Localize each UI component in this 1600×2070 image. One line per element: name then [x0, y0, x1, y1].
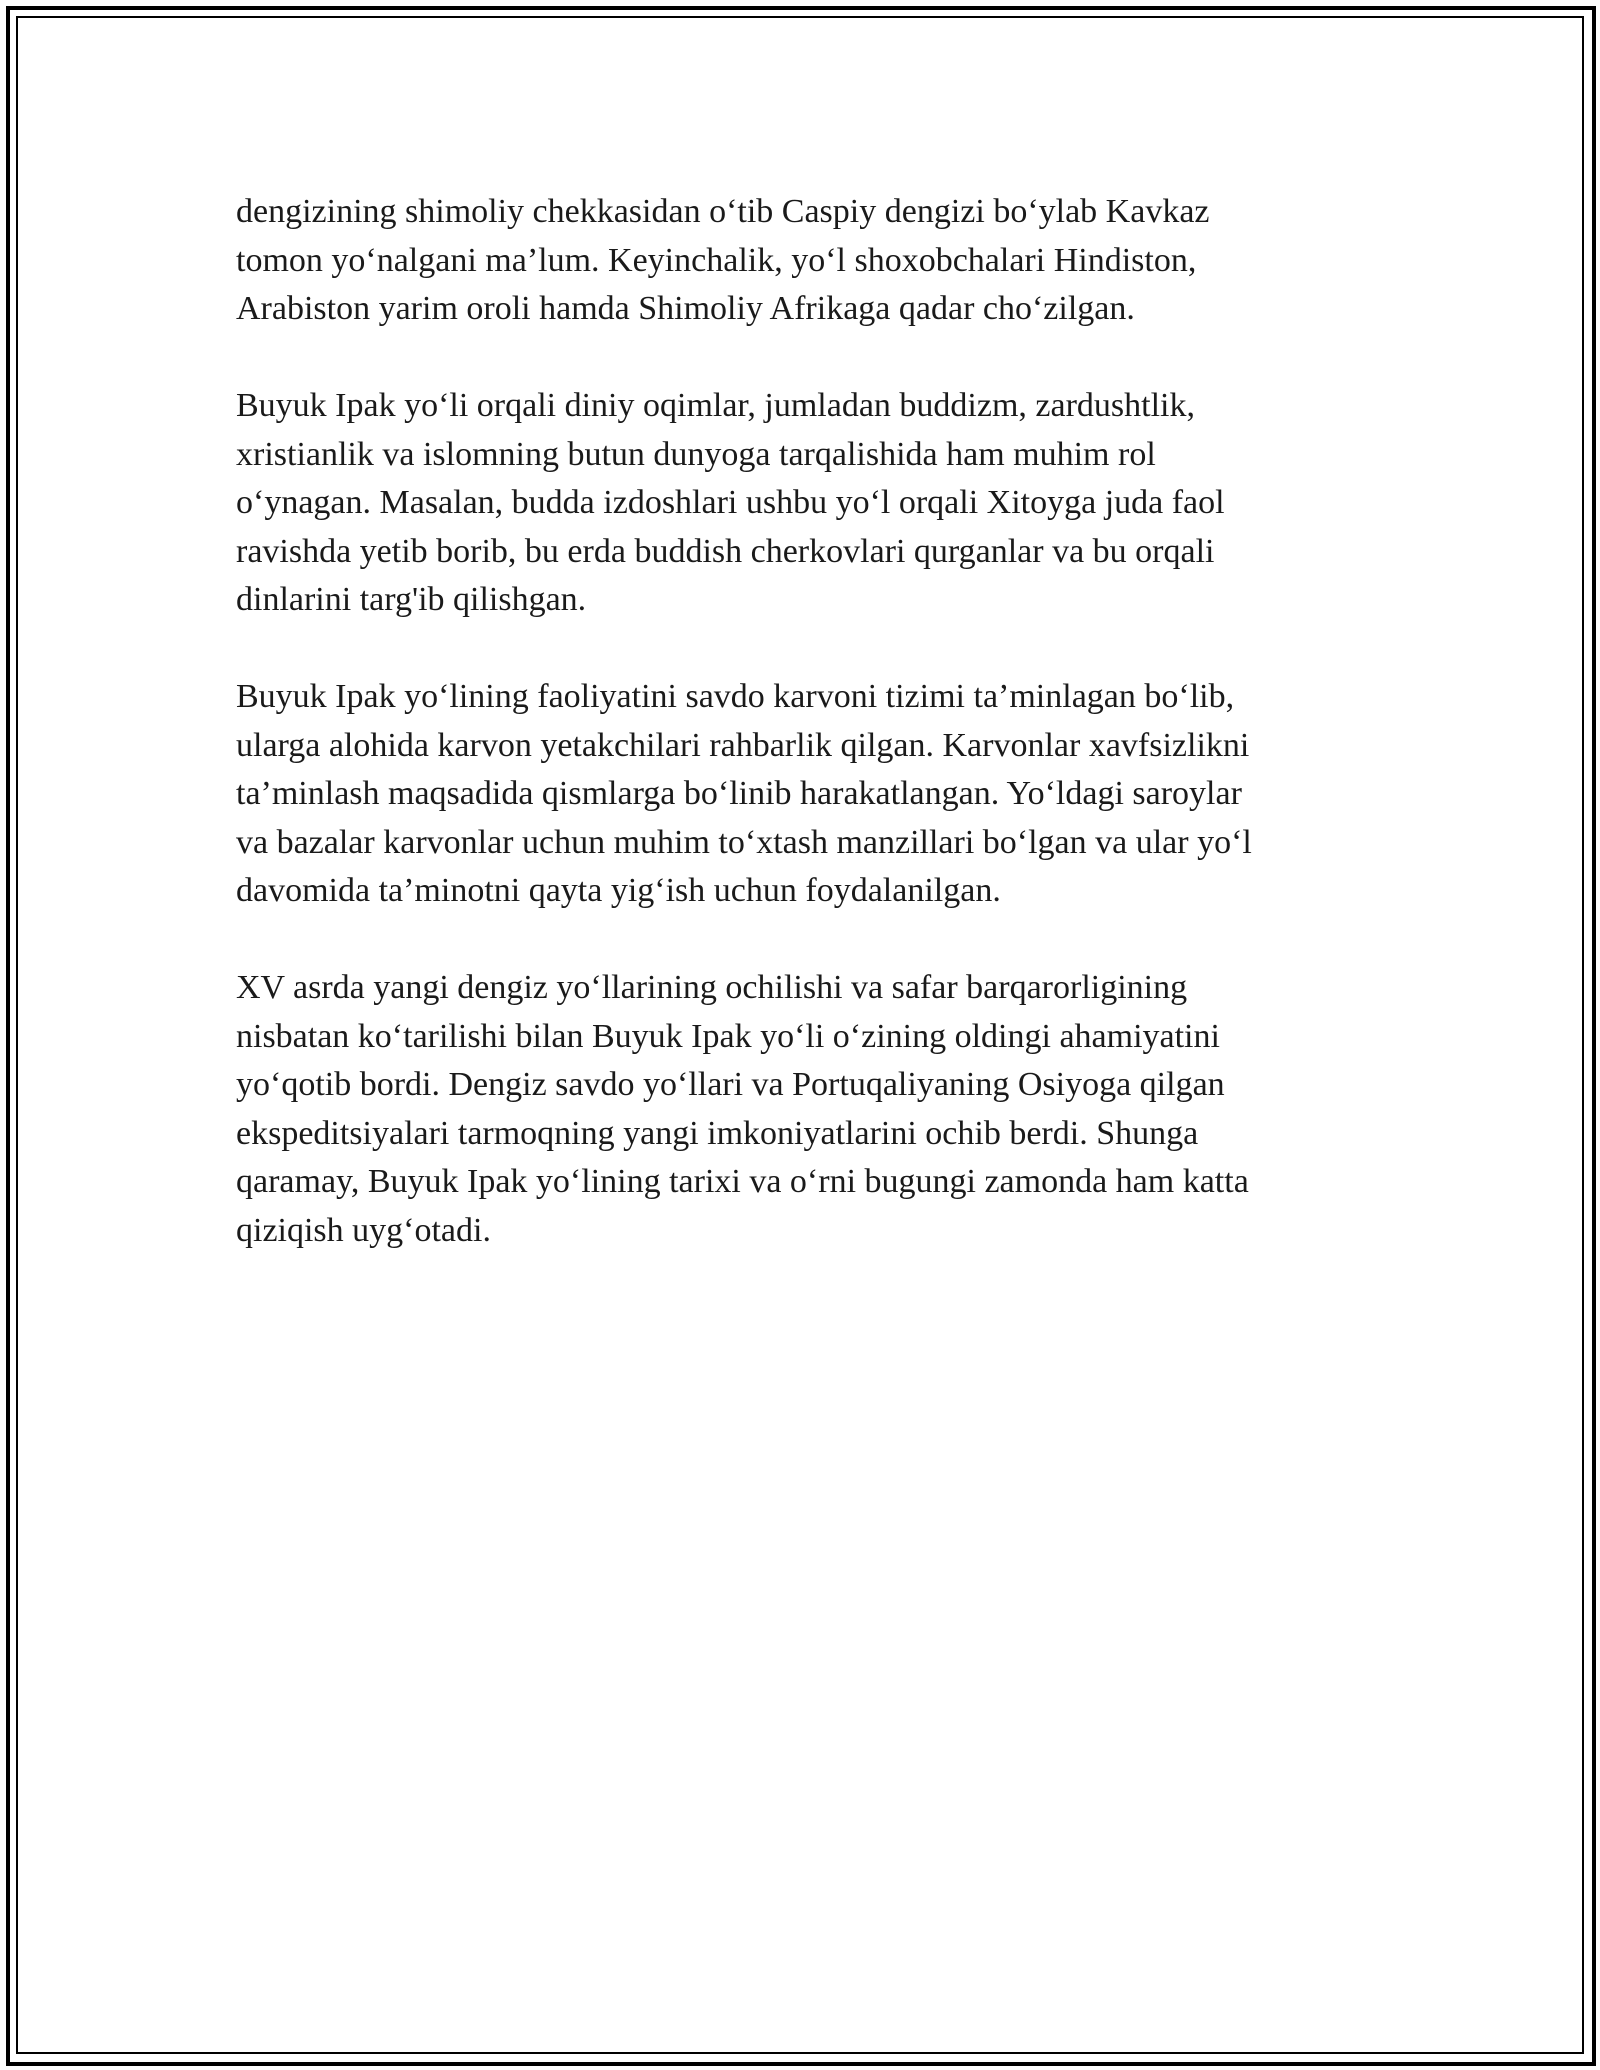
- text-line: ta’minlash maqsadida qismlarga bo‘linib harakatlangan. Yo‘ldagi saroylar: [236, 775, 1242, 812]
- text-line: o‘ynagan. Masalan, budda izdoshlari ushbu yo‘l orqali Xitoyga juda faol: [236, 484, 1225, 521]
- text-line: ravishda yetib borib, bu erda buddish cherkovlari qurganlar va bu orqali: [236, 532, 1215, 570]
- text-line: xristianlik va islomning butun dunyoga tarqalishida ham muhim rol: [236, 435, 1156, 473]
- document-body: [236, 188, 1366, 1304]
- text-line: davomida ta’minotni qayta yig‘ish uchun foydalanilgan.: [236, 872, 1001, 909]
- text-line: va bazalar karvonlar uchun muhim to‘xtash manzillari bo‘lgan va ular yo‘l: [236, 823, 1252, 861]
- text-line: qiziqish uyg‘otadi.: [236, 1211, 491, 1249]
- text-line: dengizining shimoliy chekkasidan o‘tib Caspiy dengizi bo‘ylab Kavkaz: [236, 193, 1210, 230]
- text-line: tomon yo‘nalgani ma’lum. Keyinchalik, yo‘l shoxobchalari Hindiston,: [236, 241, 1197, 279]
- text-line: ularga alohida karvon yetakchilari rahbarlik qilgan. Karvonlar xavfsizlikni: [236, 726, 1250, 764]
- text-line: qaramay, Buyuk Ipak yo‘lining tarixi va o‘rni bugungi zamonda ham katta: [236, 1163, 1249, 1200]
- text-line: Buyuk Ipak yo‘lining faoliyatini savdo karvoni tizimi ta’minlagan bo‘lib,: [236, 678, 1235, 715]
- text-line: ekspeditsiyalari tarmoqning yangi imkoniyatlarini ochib berdi. Shunga: [236, 1114, 1199, 1152]
- text-line: dinlarini targ'ib qilishgan.: [236, 581, 587, 618]
- text-line: XV asrda yangi dengiz yo‘llarining ochilishi va safar barqarorligining: [236, 969, 1188, 1006]
- paragraph-3: [236, 673, 1366, 916]
- text-line: nisbatan ko‘tarilishi bilan Buyuk Ipak yo‘li o‘zining oldingi ahamiyatini: [236, 1017, 1220, 1055]
- text-line: Buyuk Ipak yo‘li orqali diniy oqimlar, jumladan buddizm, zardushtlik,: [236, 387, 1195, 424]
- paragraph-1: [236, 188, 1366, 334]
- text-line: Arabiston yarim oroli hamda Shimoliy Afrikaga qadar cho‘zilgan.: [236, 290, 1135, 327]
- paragraph-2: [236, 382, 1366, 625]
- paragraph-4: [236, 964, 1366, 1255]
- text-line: yo‘qotib bordi. Dengiz savdo yo‘llari va Portuqaliyaning Osiyoga qilgan: [236, 1066, 1225, 1103]
